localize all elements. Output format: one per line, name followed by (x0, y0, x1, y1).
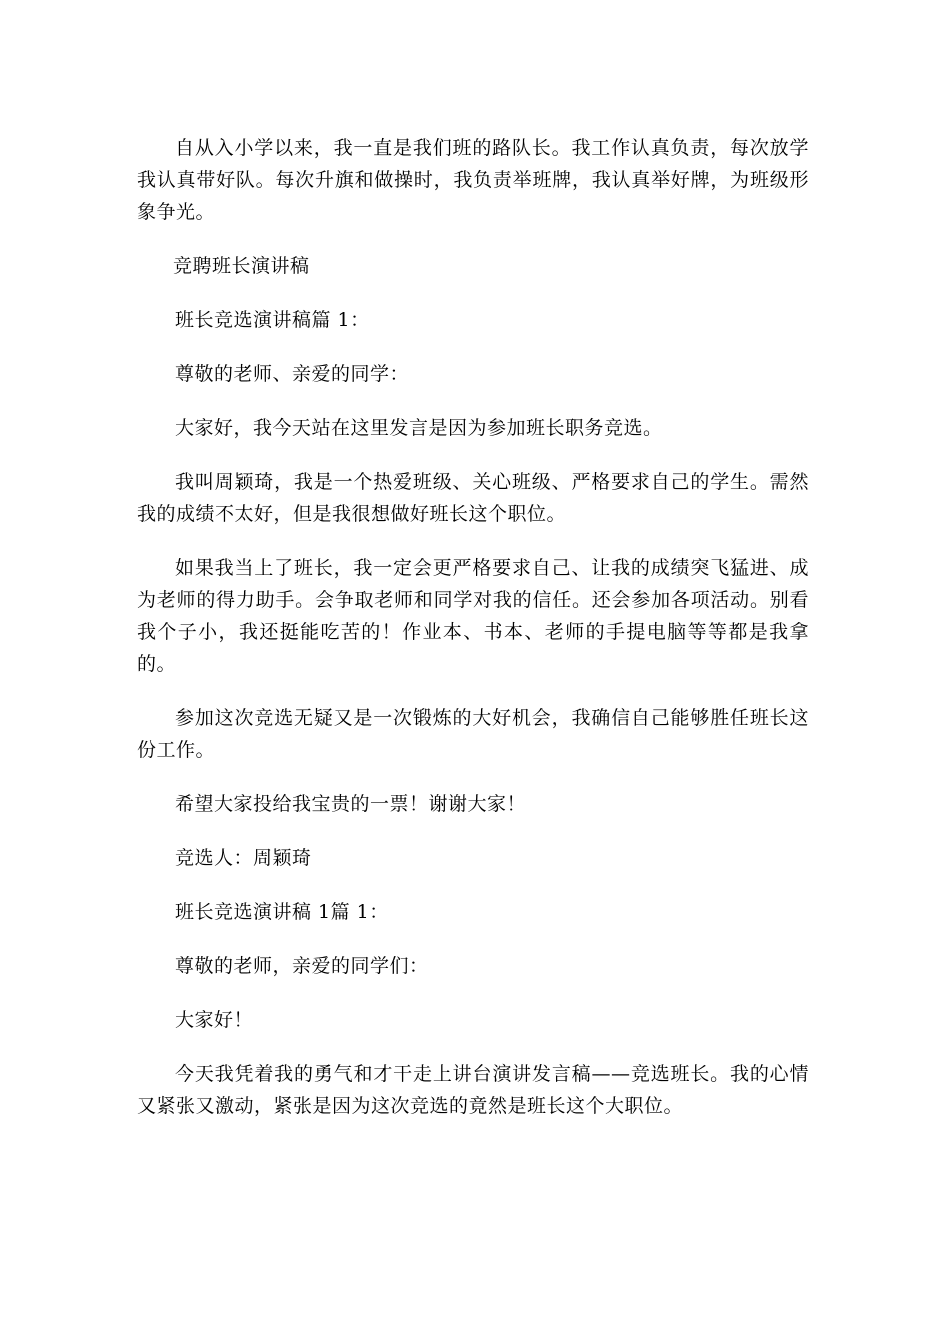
paragraph-opportunity: 参加这次竞选无疑又是一次锻炼的大好机会，我确信自己能够胜任班长这份工作。 (137, 707, 809, 761)
paragraph-vote-request: 希望大家投给我宝贵的一票！谢谢大家！ (175, 793, 527, 815)
paragraph-promise: 如果我当上了班长，我一定会更严格要求自己、让我的成绩突飞猛进、成为老师的得力助手。会争取老师和同学对我的信任。还会参加各项活动。别看我个子小，我还挺能吃苦的！作业本、书本、老师的手提电脑等等都是我拿的。 (137, 557, 809, 675)
paragraph-opening: 今天我凭着我的勇气和才干走上讲台演讲发言稿——竞选班长。我的心情又紧张又激动，紧张是因为这次竞选的竟然是班长这个大职位。 (137, 1063, 809, 1117)
greeting-2: 大家好！ (175, 1009, 254, 1031)
document-body (137, 132, 809, 1122)
speech-heading-2: 班长竞选演讲稿 1篇 1： (175, 901, 389, 923)
paragraph-self-intro: 我叫周颖琦，我是一个热爱班级、关心班级、严格要求自己的学生。需然我的成绩不太好，但是我很想做好班长这个职位。 (137, 471, 809, 525)
candidate-signature: 竞选人：周颖琦 (175, 847, 312, 869)
speech-heading-1: 班长竞选演讲稿篇 1： (175, 309, 370, 331)
paragraph-intro: 自从入小学以来，我一直是我们班的路队长。我工作认真负责，每次放学我认真带好队。每次升旗和做操时，我负责举班牌，我认真举好牌，为班级形象争光。 (137, 137, 809, 223)
salutation-1: 尊敬的老师、亲爱的同学： (175, 363, 410, 385)
greeting-1: 大家好，我今天站在这里发言是因为参加班长职务竞选。 (175, 417, 663, 439)
salutation-2: 尊敬的老师，亲爱的同学们： (175, 955, 429, 977)
section-title: 竞聘班长演讲稿 (173, 255, 310, 277)
